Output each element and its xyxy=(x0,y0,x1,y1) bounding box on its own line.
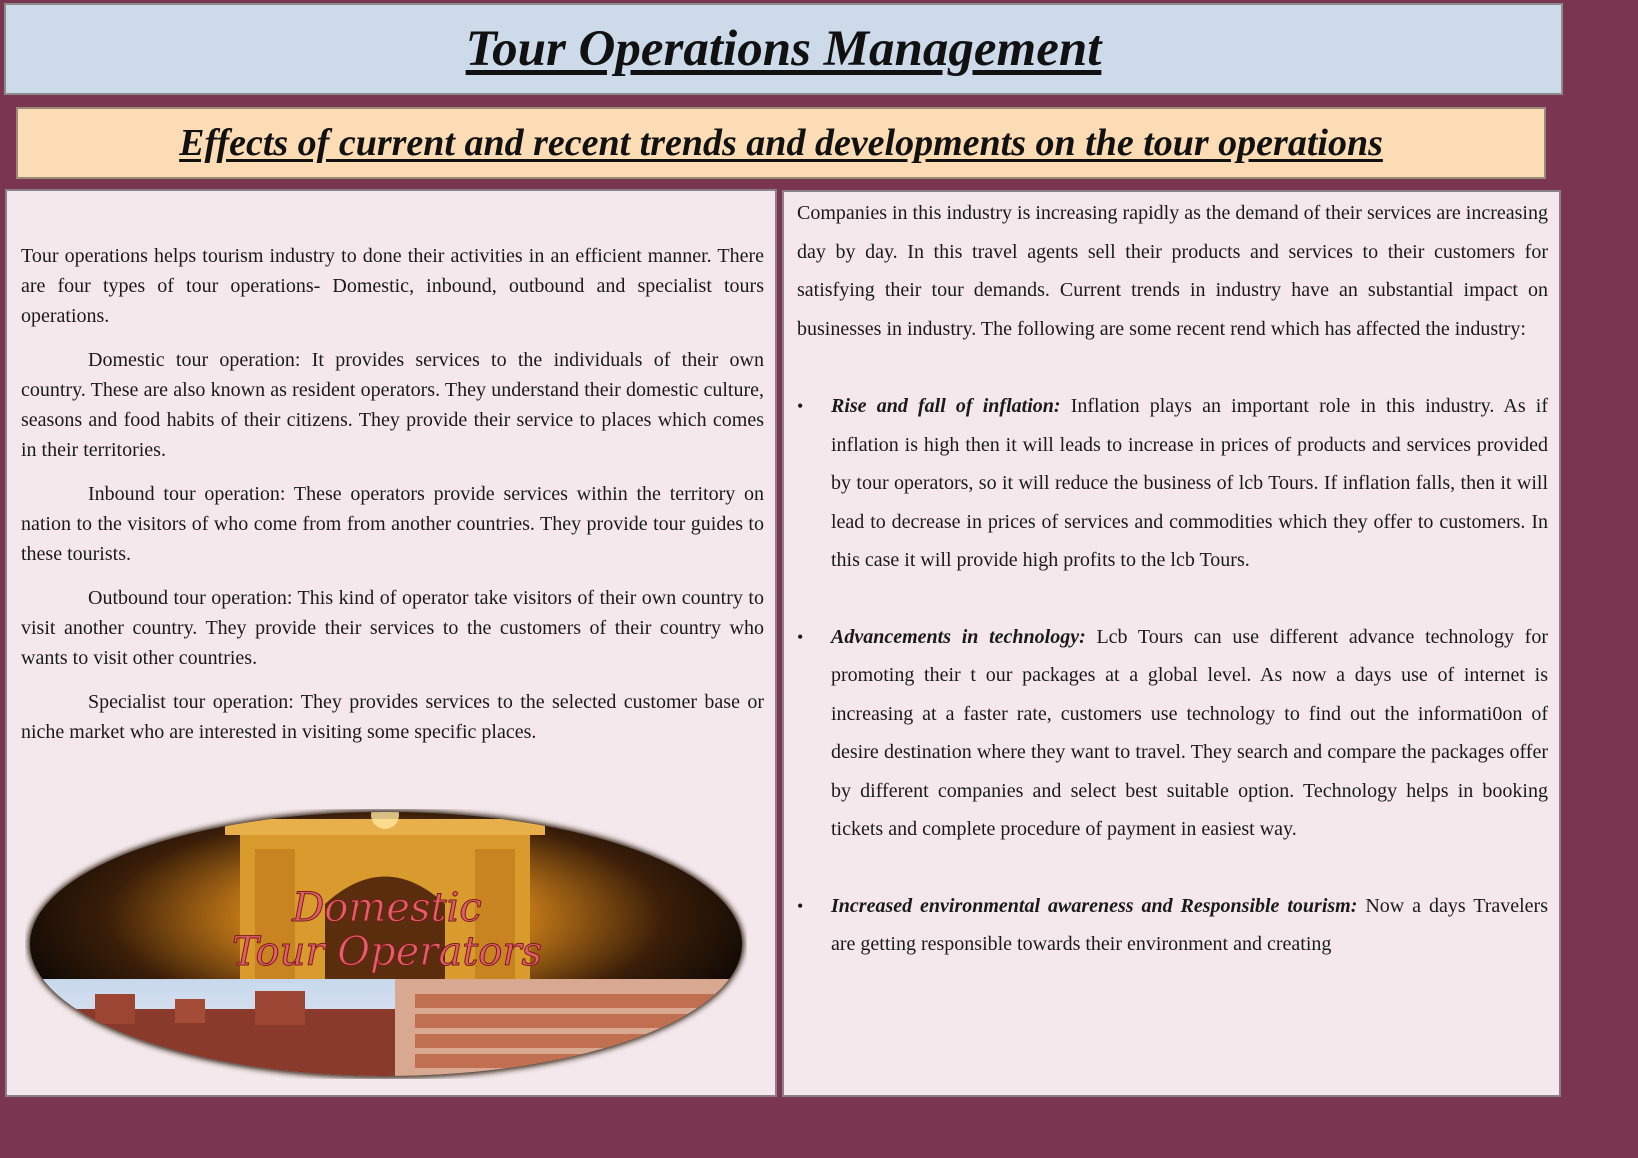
bullet-icon: • xyxy=(797,626,804,647)
domestic-tour-operators-image xyxy=(25,809,747,1079)
trends-intro-paragraph: Companies in this industry is increasing rapidly as the demand of their services are increasing day by day. In this travel agents sell their products and services to their customers for satisfying their tour demands. Current trends in industry have an substantial impact on businesses in industry. The following are some recent rend which has affected the industry: xyxy=(797,202,1548,340)
specialist-paragraph: Specialist tour operation: They provides services to the selected customer base or niche market who are interested in visiting some specific places. xyxy=(21,691,764,743)
image-caption-line2: Tour Operators xyxy=(231,929,543,975)
bullet-heading: Advancements in technology: xyxy=(831,625,1086,648)
title-banner xyxy=(4,3,1563,95)
left-text-block xyxy=(21,241,764,761)
subtitle-banner xyxy=(16,107,1546,179)
list-item xyxy=(797,887,1548,964)
bullet-icon: • xyxy=(797,895,804,916)
left-panel xyxy=(5,189,777,1097)
right-text-block xyxy=(797,194,1548,964)
bullet-icon: • xyxy=(797,396,804,416)
bullet-text: Now a days Travelers are getting responsible towards their environment and creating xyxy=(831,894,1548,955)
page-title: Tour Operations Management xyxy=(465,21,1102,77)
trends-list xyxy=(797,387,1548,964)
intro-paragraph: Tour operations helps tourism industry to done their activities in an efficient manner. There are four types of tour operations- Domestic, inbound, outbound and specialist tours operations. xyxy=(21,245,764,327)
list-item xyxy=(797,387,1548,580)
outbound-paragraph: Outbound tour operation: This kind of operator take visitors of their own country to visit another country. They provide their services to the customers of their country who wants to visit other countries. xyxy=(21,587,764,669)
inbound-paragraph: Inbound tour operation: These operators provide services within the territory on nation to the visitors of who come from from another countries. They provide tour guides to these tourists. xyxy=(21,483,764,565)
image-caption-line1: Domestic xyxy=(292,885,482,931)
bullet-text: Lcb Tours can use different advance technology for promoting their t our packages at a global level. As now a days use of internet is increasing at a faster rate, customers use technology to find out the informati0on of desire destination where they want to travel. They search and compare the packages offer by different companies and select best suitable option. Technology helps in booking tickets and complete procedure of payment in easiest way. xyxy=(831,625,1549,840)
bullet-heading: Increased environmental awareness and Responsible tourism: xyxy=(831,894,1358,917)
list-item xyxy=(797,618,1548,849)
bullet-heading: Rise and fall of inflation: xyxy=(831,395,1061,417)
bullet-text: Inflation plays an important role in this industry. As if inflation is high then it will leads to increase in prices of products and services provided by tour operators, so it will reduce the business of lcb Tours. If inflation falls, then it will lead to decrease in prices of services and commodities which they offer to customers. In this case it will provide high profits to the lcb Tours. xyxy=(831,395,1549,571)
domestic-paragraph: Domestic tour operation: It provides services to the individuals of their own country. These are also known as resident operators. They understand their domestic culture, seasons and food habits of their citizens. They provide their service to places which comes in their territories. xyxy=(21,349,764,461)
page-subtitle: Effects of current and recent trends and developments on the tour operations xyxy=(179,122,1383,164)
right-panel xyxy=(782,190,1561,1097)
